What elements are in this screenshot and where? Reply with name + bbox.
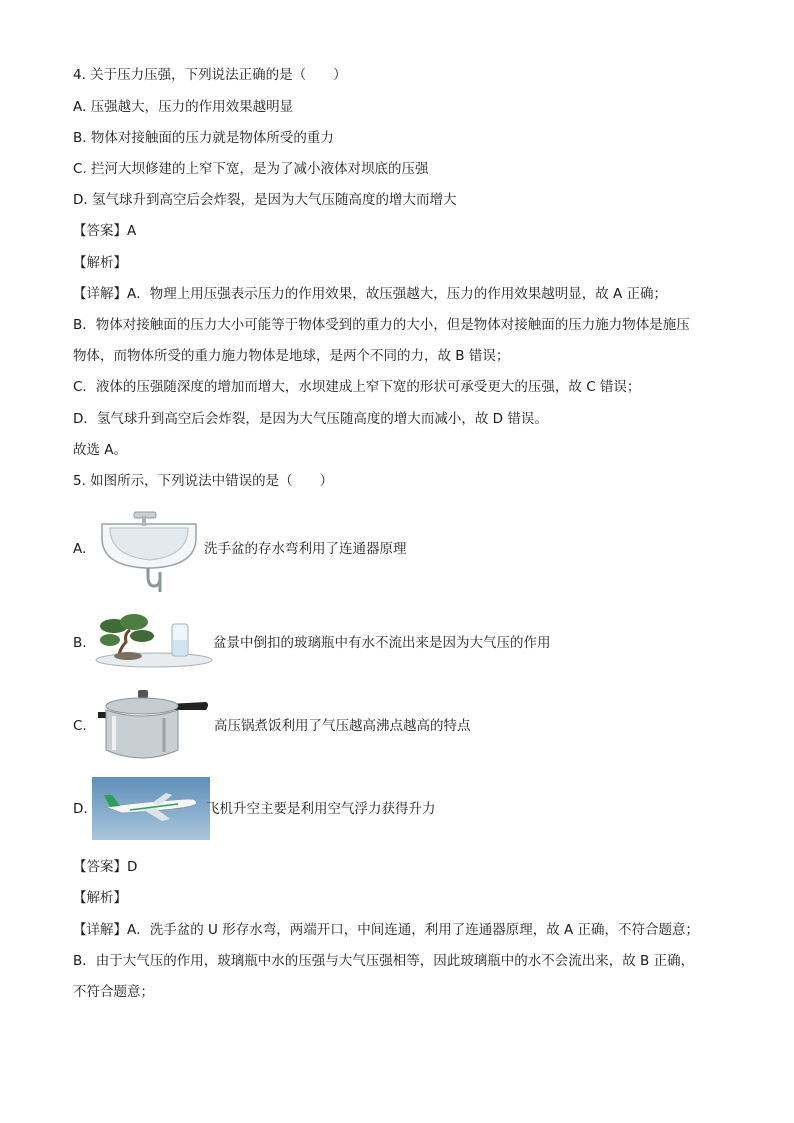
q4-detail-line-3: 物体，而物体所受的重力施力物体是地球，是两个不同的力，故 B 错误； — [73, 348, 510, 364]
q5-detail-line-3: 不符合题意； — [73, 984, 154, 1000]
q5-analysis-label: 【解析】 — [73, 890, 127, 906]
q4-detail-line-2: B．物体对接触面的压力大小可能等于物体受到的重力的大小，但是物体对接触面的压力施力物体是施压 — [73, 317, 690, 333]
q4-option-b: B. 物体对接触面的压力就是物体所受的重力 — [73, 130, 334, 146]
q4-answer: 【答案】A — [73, 223, 137, 239]
q4-option-a: A. 压强越大，压力的作用效果越明显 — [73, 99, 294, 115]
q5-option-d-text: 飞机升空主要是利用空气浮力获得升力 — [206, 801, 436, 817]
q4-detail-line-5: D．氢气球升到高空后会炸裂，是因为大气压随高度的增大而减小，故 D 错误。 — [73, 411, 548, 427]
bonsai-icon — [94, 612, 214, 670]
pressure-cooker-icon — [94, 688, 212, 762]
sink-icon — [96, 506, 202, 592]
q4-detail-line-1: 【详解】A．物理上用压强表示压力的作用效果，故压强越大，压力的作用效果越明显，故 A 正确； — [73, 286, 668, 302]
question-4-stem: 4. 关于压力压强，下列说法正确的是（ ） — [73, 67, 347, 83]
q5-option-a-letter: A. — [73, 541, 87, 557]
q5-answer: 【答案】D — [73, 859, 138, 875]
q5-detail-line-2: B．由于大气压的作用，玻璃瓶中水的压强与大气压强相等，因此玻璃瓶中的水不会流出来，故 B 正确， — [73, 953, 695, 969]
q5-option-b-letter: B. — [73, 635, 87, 651]
q5-detail-line-1: 【详解】A．洗手盆的 U 形存水弯，两端开口，中间连通，利用了连通器原理，故 A 正确，不符合题意； — [73, 922, 700, 938]
q5-option-b-text: 盆景中倒扣的玻璃瓶中有水不流出来是因为大气压的作用 — [213, 635, 551, 651]
q4-detail-line-6: 故选 A。 — [73, 442, 128, 458]
airplane-icon — [92, 777, 210, 840]
q4-detail-line-4: C．液体的压强随深度的增加而增大，水坝建成上窄下宽的形状可承受更大的压强，故 C 错误； — [73, 379, 641, 395]
q4-option-c: C. 拦河大坝修建的上窄下宽，是为了减小液体对坝底的压强 — [73, 161, 429, 177]
q4-option-d: D. 氢气球升到高空后会炸裂，是因为大气压随高度的增大而增大 — [73, 192, 457, 208]
q5-option-c-text: 高压锅煮饭利用了气压越高沸点越高的特点 — [214, 718, 471, 734]
q5-option-c-letter: C. — [73, 718, 87, 734]
q4-analysis-label: 【解析】 — [73, 255, 127, 271]
q5-option-a-text: 洗手盆的存水弯利用了连通器原理 — [204, 541, 407, 557]
question-5-stem: 5. 如图所示，下列说法中错误的是（ ） — [73, 473, 334, 489]
q5-option-d-letter: D. — [73, 801, 88, 817]
